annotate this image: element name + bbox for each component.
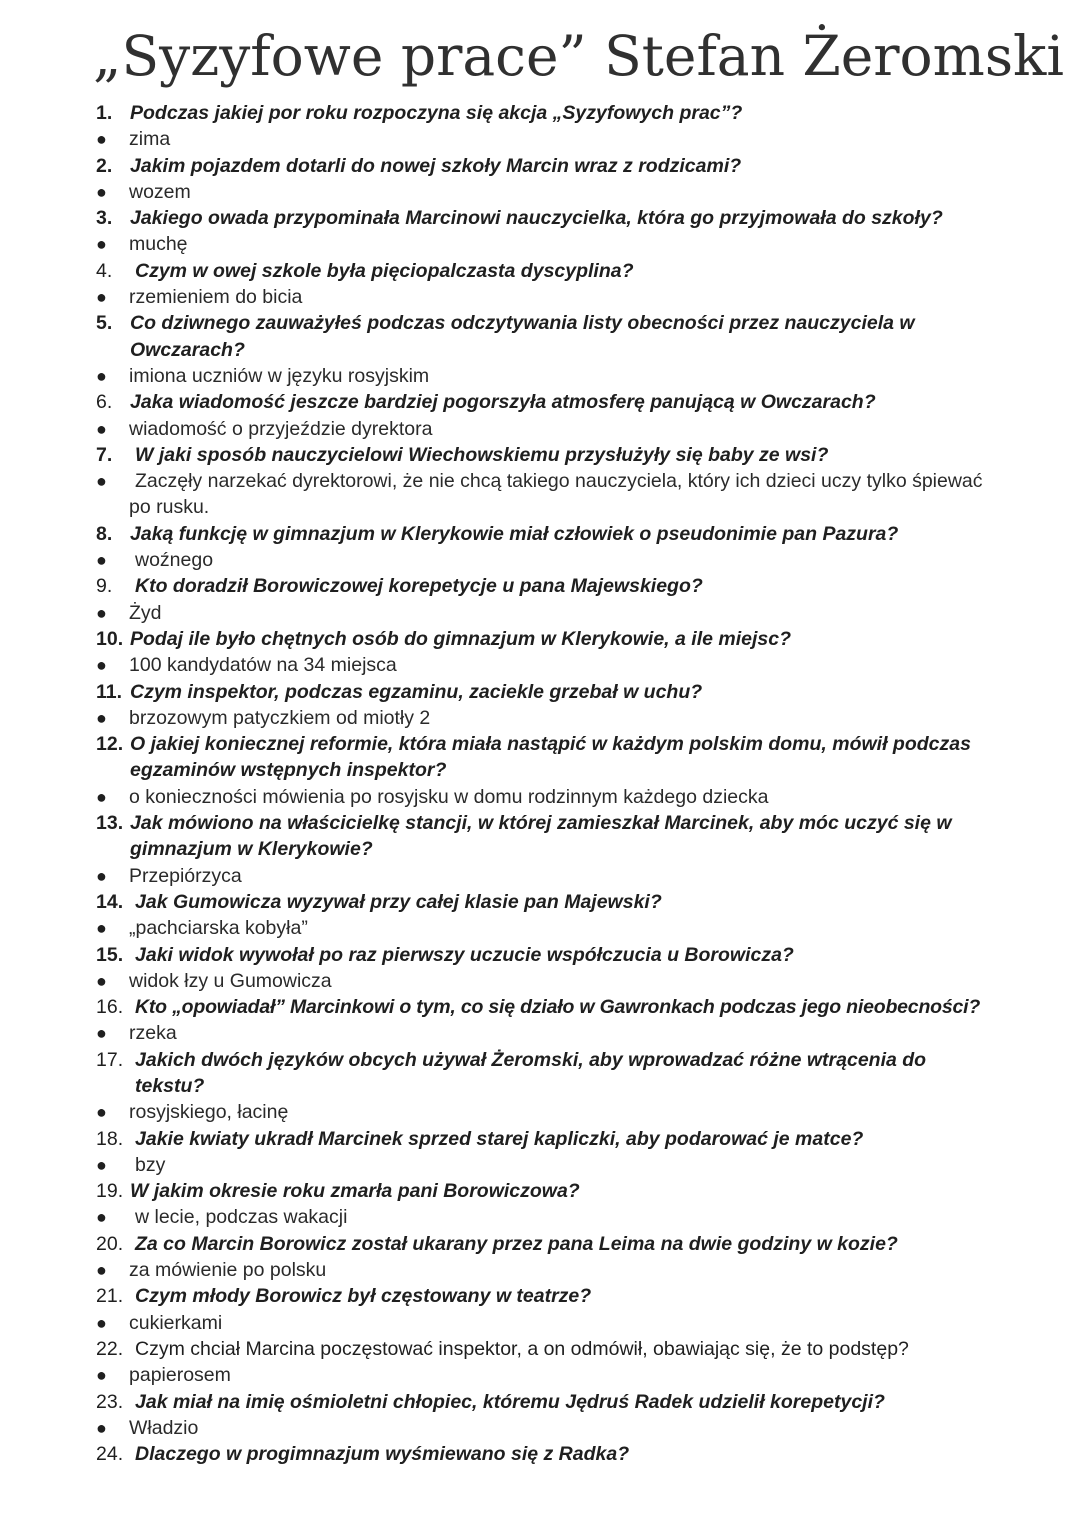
question-number: 23. [96,1390,124,1413]
answer-text: w lecie, podczas wakacji [135,1206,348,1229]
question-text: Czym w owej szkole była pięciopalczasta dyscyplina? [135,259,634,282]
question-16 [0,994,1080,1020]
answer-11 [0,705,1080,731]
bullet-icon: ● [96,234,107,255]
bullet-icon: ● [96,707,107,728]
answer-23 [0,1415,1080,1441]
answer-text: wozem [129,180,191,203]
answer-text: rzemieniem do bicia [129,286,303,309]
answer-8 [0,547,1080,573]
answer-text: cukierkami [129,1311,223,1334]
bullet-icon: ● [96,287,107,308]
question-19 [0,1178,1080,1204]
answer-text: widok łzy u Gumowicza [129,969,332,992]
question-text: Jak mówiono na właścicielkę stancji, w której zamieszkał Marcinek, aby móc uczyć się w gimnazjum w Klerykowie? [130,812,952,861]
answer-text: imiona uczniów w języku rosyjskim [129,364,430,387]
answer-13 [0,863,1080,889]
answer-16 [0,1020,1080,1046]
answer-20 [0,1257,1080,1283]
question-11 [0,679,1080,705]
bullet-icon: ● [96,970,107,991]
bullet-icon: ● [96,1207,107,1228]
question-18 [0,1126,1080,1152]
bullet-icon: ● [96,129,107,150]
question-text: W jaki sposób nauczycielowi Wiechowskiemu przysłużyły się baby ze wsi? [135,443,829,466]
bullet-icon: ● [96,786,107,807]
question-number: 6. [96,391,113,414]
bullet-icon: ● [96,1154,107,1175]
question-number: 20. [96,1232,124,1255]
question-8 [0,521,1080,547]
answer-text: papierosem [129,1364,231,1387]
answer-text: o konieczności mówienia po rosyjsku w domu rodzinnym każdego dziecka [129,785,769,808]
answer-9 [0,600,1080,626]
question-3 [0,205,1080,231]
question-text: Co dziwnego zauważyłeś podczas odczytywania listy obecności przez nauczyciela w Owczarach? [130,312,915,361]
question-6 [0,389,1080,415]
question-12 [0,731,1080,784]
question-text: Jaką funkcję w gimnazjum w Klerykowie miał człowiek o pseudonimie pan Pazura? [130,522,899,545]
answer-text: rzeka [129,1022,177,1045]
bullet-icon: ● [96,1102,107,1123]
bullet-icon: ● [96,181,107,202]
bullet-icon: ● [96,1417,107,1438]
question-text: Czym chciał Marcina poczęstować inspektor, a on odmówił, obawiając się, że to podstęp? [135,1337,909,1360]
question-number: 13. [96,812,124,835]
question-text: Czym inspektor, podczas egzaminu, zaciekle grzebał w uchu? [130,680,703,703]
answer-19 [0,1204,1080,1230]
question-17 [0,1047,1080,1100]
question-21 [0,1283,1080,1309]
question-text: W jakim okresie roku zmarła pani Borowiczowa? [130,1180,580,1203]
answer-text: rosyjskiego, łacinę [129,1101,289,1124]
answer-text: brzozowym patyczkiem od miotły 2 [129,706,431,729]
question-number: 18. [96,1127,124,1150]
question-10 [0,626,1080,652]
question-text: Dlaczego w progimnazjum wyśmiewano się z Radka? [135,1443,630,1466]
question-22 [0,1336,1080,1362]
question-number: 19. [96,1180,124,1203]
question-number: 12. [96,733,124,756]
answer-18 [0,1152,1080,1178]
answer-17 [0,1099,1080,1125]
question-7 [0,442,1080,468]
question-text: Jaka wiadomość jeszcze bardziej pogorszyła atmosferę panującą w Owczarach? [130,391,876,414]
answer-text: za mówienie po polsku [129,1259,327,1282]
question-text: Kto „opowiadał” Marcinkowi o tym, co się działo w Gawronkach podczas jego nieobecności? [135,996,981,1019]
question-number: 8. [96,522,113,545]
bullet-icon: ● [96,1365,107,1386]
answer-15 [0,968,1080,994]
bullet-icon: ● [96,655,107,676]
question-number: 16. [96,996,124,1019]
question-text: Jak miał na imię ośmioletni chłopiec, któremu Jędruś Radek udzielił korepetycji? [135,1390,885,1413]
question-number: 5. [96,312,113,335]
answer-1 [0,126,1080,152]
question-text: Jakie kwiaty ukradł Marcinek sprzed starej kapliczki, aby podarować je matce? [135,1127,864,1150]
answer-14 [0,915,1080,941]
bullet-icon: ● [96,918,107,939]
question-number: 22. [96,1337,124,1360]
question-23 [0,1389,1080,1415]
question-number: 2. [96,154,113,177]
answer-2 [0,179,1080,205]
answer-21 [0,1310,1080,1336]
bullet-icon: ● [96,365,107,386]
answer-3 [0,231,1080,257]
bullet-icon: ● [96,602,107,623]
question-24 [0,1441,1080,1467]
question-2 [0,153,1080,179]
question-text: Podaj ile było chętnych osób do gimnazjum w Klerykowie, a ile miejsc? [130,627,792,650]
answer-12 [0,784,1080,810]
question-text: Kto doradził Borowiczowej korepetycje u pana Majewskiego? [135,575,703,598]
answer-7 [0,468,1080,521]
question-number: 1. [96,102,113,124]
answer-6 [0,416,1080,442]
answer-text: bzy [135,1153,166,1176]
answer-4 [0,284,1080,310]
answer-text: Władzio [129,1416,199,1439]
question-text: Jakiego owada przypominała Marcinowi nauczycielka, która go przyjmowała do szkoły? [130,207,943,230]
question-text: Jakim pojazdem dotarli do nowej szkoły Marcin wraz z rodzicami? [130,154,742,177]
question-text: Podczas jakiej por roku rozpoczyna się akcja „Syzyfowych prac”? [130,102,743,124]
question-number: 9. [96,575,113,598]
bullet-icon: ● [96,1023,107,1044]
question-number: 21. [96,1285,124,1308]
answer-5 [0,363,1080,389]
question-4 [0,258,1080,284]
answer-text: Przepiórzyca [129,864,242,887]
question-text: Czym młody Borowicz był częstowany w teatrze? [135,1285,592,1308]
question-text: Jakich dwóch języków obcych używał Żeromski, aby wprowadzać różne wtrącenia do tekstu? [135,1048,927,1097]
question-15 [0,942,1080,968]
page-title: „Syzyfowe prace” Stefan Żeromski [93,24,1064,88]
answer-text: muchę [129,233,188,256]
question-text: O jakiej koniecznej reformie, która miała nastąpić w każdym polskim domu, mówił podczas egzaminów wstępnych inspektor? [130,733,971,782]
question-number: 14. [96,890,124,913]
question-number: 4. [96,259,113,282]
question-20 [0,1231,1080,1257]
question-5 [0,310,1080,363]
bullet-icon: ● [96,1312,107,1333]
answer-text: zima [129,128,171,151]
question-text: Jak Gumowicza wyzywał przy całej klasie pan Majewski? [135,890,662,913]
question-14 [0,889,1080,915]
bullet-icon: ● [96,471,107,492]
bullet-icon: ● [96,550,107,571]
answer-text: „pachciarska kobyła” [129,917,308,940]
bullet-icon: ● [96,865,107,886]
answer-text: wiadomość o przyjeździe dyrektora [129,417,433,440]
question-number: 11. [96,680,123,703]
question-list [0,100,1080,1467]
bullet-icon: ● [96,1260,107,1281]
question-number: 24. [96,1443,124,1466]
bullet-icon: ● [96,418,107,439]
question-text: Jaki widok wywołał po raz pierwszy uczucie współczucia u Borowicza? [135,943,794,966]
question-number: 10. [96,627,124,650]
question-number: 3. [96,207,113,230]
question-1 [0,100,1080,126]
question-number: 17. [96,1048,124,1071]
question-13 [0,810,1080,863]
question-text: Za co Marcin Borowicz został ukarany przez pana Leima na dwie godziny w kozie? [135,1232,898,1255]
answer-text: 100 kandydatów na 34 miejsca [129,654,397,677]
answer-text: Zaczęły narzekać dyrektorowi, że nie chcą takiego nauczyciela, który ich dzieci uczy tylko śpiewać po rusku. [129,470,983,519]
question-9 [0,573,1080,599]
question-number: 7. [96,443,113,466]
answer-text: Żyd [129,601,162,624]
answer-10 [0,652,1080,678]
question-number: 15. [96,943,124,966]
answer-22 [0,1362,1080,1388]
answer-text: woźnego [135,549,214,572]
